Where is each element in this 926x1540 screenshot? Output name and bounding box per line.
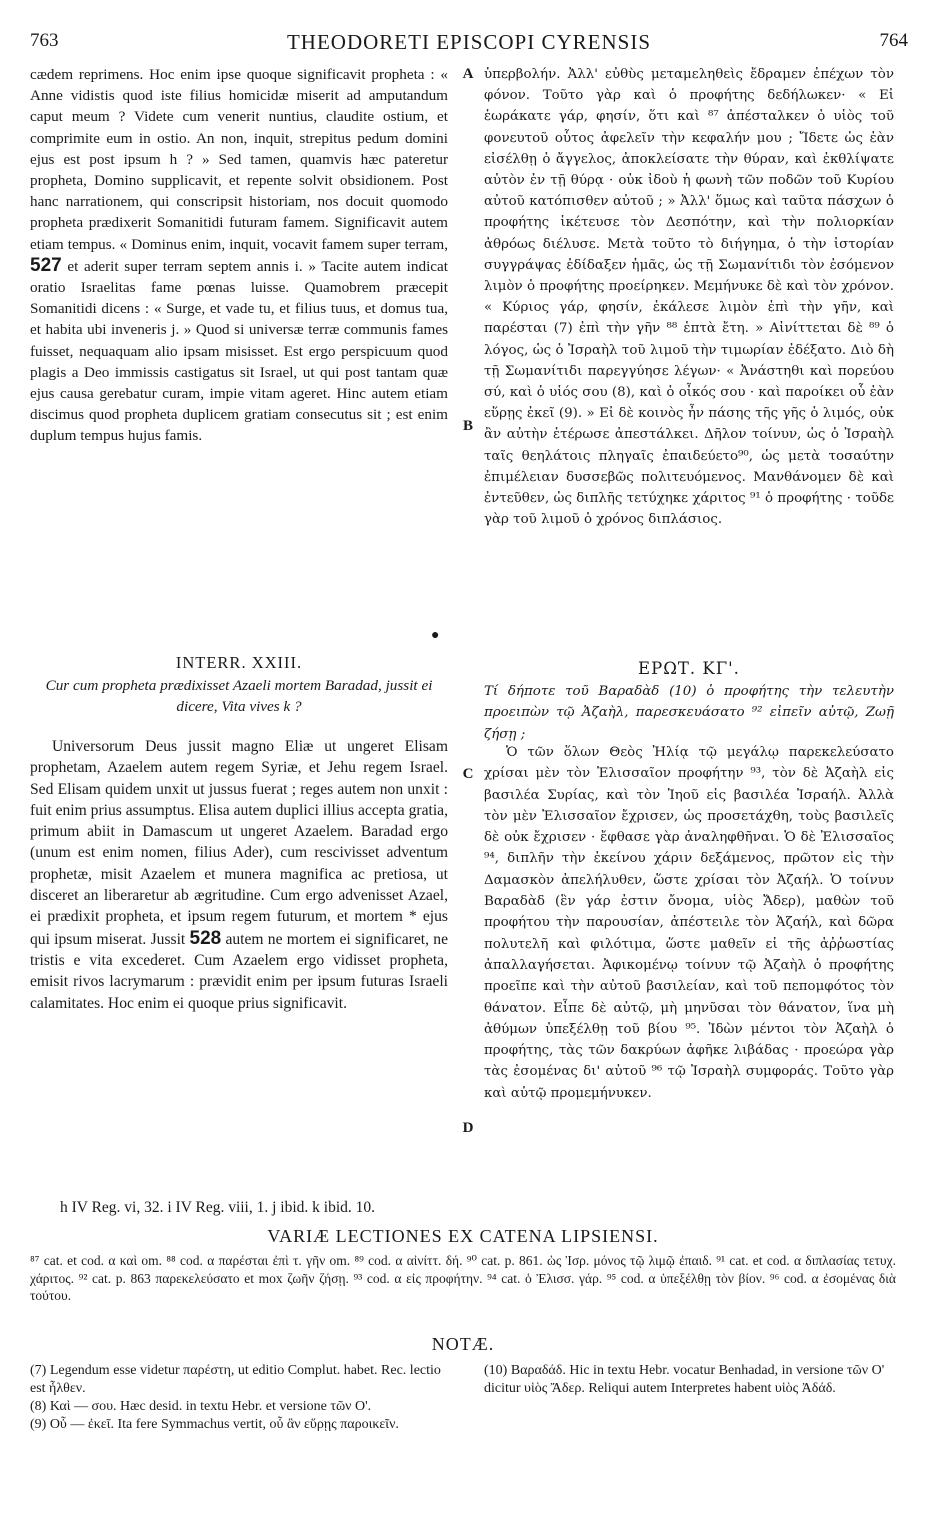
greek-paragraph-2: Ὁ τῶν ὅλων Θεὸς Ἠλίᾳ τῷ μεγάλῳ παρεκελεύσατο χρίσαι μὲν τὸν Ἐλισσαῖον προφήτην ⁹³, τὸν δὲ Ἀζαὴλ εἰς βασιλέα Συρίας, καὶ τὸν Ἰηοῦ εἰς βασιλέα Ἰσραήλ. Ἀλλὰ τὸν μὲν Ἐλισσαῖον ἔχρισεν, ὡς προσετάχθη, τοὺς βασιλεῖς δὲ οὐκ ἔχρισεν · ἔφθασε γὰρ ἀναληφθῆναι. Ὁ δὲ Ἐλισσαῖος ⁹⁴, διπλῆν τὴν ἐκείνου χάριν δεξάμενος, πρῶτον εἰς τὴν Δαμασκὸν ἀπελήλυθεν, ὥστε χρίσαι τὸν Ἀζαήλ. Ὁ τοίνυν Βαραδὰδ (ἓν γάρ ἐστιν ὄνομα, υἱὸς Ἄδερ), μαθὼν τοῦ προφήτου τὴν παρουσίαν, ἀπέστειλε τὸν Ἀζαήλ, καὶ δῶρα πολυτελῆ καὶ φιλότιμα, ὥστε μαθεῖν εἰ τῆς ἀῤῥωστίας ἀπαλλαγήσεται. Ἀφικομένῳ τοίνυν τῷ Ἀζαὴλ ὁ προφήτης προεῖπε καὶ τὴν αὐτοῦ βασιλείαν, καὶ τοῦ πεπομφότος τὸν θάνατον. Εἶπε δὲ αὐτῷ, μὴ μηνῦσαι τὸν θάνατον, ἵνα μὴ ἀθύμων ὑπεξέλθῃ τοῦ βίου ⁹⁵. Ἰδὼν μέντοι τὸν Ἀζαὴλ ὁ προφήτης, τὰς τῶν δακρύων ἀφῆκε λιβάδας · προεώρα γὰρ τὰς ἐσομένας δι' αὐτοῦ ⁹⁶ τῷ Ἰσραὴλ συμφοράς. Τοῦτο γὰρ καὶ αὐτῷ προμεμήνυκεν. [484, 745, 894, 1101]
latin-text-1b: et aderit super terram septem annis i. » Tacite autem indicat oratio Israelitas fame pœnas luisse. Quamobrem præcepit Somanitidi dicens : « Surge, et vade tu, et filius tuus, et domus tua, et habita ubi inveneris j. » Quod si universæ terræ communis fames fuisset, nequaquam alio ipsam misisset. Est ergo perspicuum quod plagis a Deo immissis castigatus sit Israel, ut qui post tantam quæ ejus causa gerebatur curam, impie vitam ageret. Hinc autem etiam discimus quod propheta duplicem gratiam consecutus sit ; est enim duplum tempus hujus famis. [30, 257, 448, 445]
latin-paragraph [30, 64, 448, 447]
note-9: (9) Οὗ — ἐκεῖ. Ita fere Symmachus vertit, οὗ ἂν εὕρῃς παροικεῖν. [30, 1417, 399, 1432]
latin-paragraph-2 [30, 736, 448, 1014]
notes-right-column [484, 1362, 894, 1398]
latin-jussit: Jussit [150, 930, 186, 948]
note-10: (10) Βαραδάδ. Hic in textu Hebr. vocatur Benhadad, in versione τῶν Ο' dicitur υἱὸς Ἄδερ. Reliqui autem Interpretes habent υἱὸς Ἀδάδ. [484, 1363, 885, 1396]
note-8: (8) Καὶ — σου. Hæc desid. in textu Hebr. et versione τῶν Ο'. [30, 1399, 372, 1414]
latin-text-1: cædem reprimens. Hoc enim ipse quoque significavit propheta : « Anne vidistis quod iste filius homicidæ miserit ad amputandum caput meum ? Videte cum venerit nuntius, claudite ostium, et comprimite eum in ostio. An non, inquit, strepitus pedum domini ejus est post ipsum h ? » Sed tamen, quamvis hæc pateretur propheta, Domino supplicavit, et repente solvit obsidionem. Post hanc narrationem, qui conscripsit historiam, nos docuit quomodo propheta prædixerit Somanitidi futuram famem. Significavit autem etiam tempus. « Dominus enim, inquit, vocavit famem super terram, [30, 66, 448, 253]
margin-letter-b: B [462, 418, 473, 434]
column-number-528: 528 [189, 927, 222, 949]
latin-text-2b: autem ne mortem ei significaret, ne tristis e vita excederet. Cum Azaelem ergo vidisset propheta, emisit rivos lacrymarum : prævidit enim per ipsum futuras Israeli calamitates. Hoc enim ei quoque prius significavit. [30, 930, 448, 1012]
margin-letter-a: A [462, 66, 474, 82]
latin-column [30, 64, 448, 447]
varia-lectiones: ⁸⁷ cat. et cod. α καὶ om. ⁸⁸ cod. α παρέσται ἐπὶ τ. γῆν om. ⁸⁹ cod. α αἰνίττ. δή. ⁹⁰ cat. p. 861. ὡς Ἰσρ. μόνος τῷ λιμῷ ἐπαιδ. ⁹¹ cat. et cod. α διπλασίας τετυχ. χάριτος. ⁹² cat. p. 863 παρεκελεύσατο et mox ζωῆν ζήσῃ. ⁹³ cod. α εἰς προφήτην. ⁹⁴ cat. ὁ Ἐλισσ. γάρ. ⁹⁵ cod. α ὑπεξέλθῃ τὸν βίον. ⁹⁶ cod. α ἐσομένας διὰ τούτου. [30, 1253, 896, 1303]
notes-left-column [30, 1362, 448, 1434]
latin-question-block [30, 652, 448, 718]
margin-letter-c: C [462, 766, 474, 782]
varia-title: VARIÆ LECTIONES EX CATENA LIPSIENSI. [267, 1226, 659, 1246]
ornament-dot: ● [431, 628, 440, 643]
greek-paragraph: ὑπερβολήν. Ἀλλ' εὐθὺς μεταμεληθεὶς ἔδραμεν ἐπέχων τὸν φόνον. Τοῦτο γὰρ καὶ ὁ προφήτης δεδήλωκεν· « Εἰ ἑωράκατε γάρ, φησίν, ὅτι καὶ ⁸⁷ ἀπέσταλκεν ὁ υἱὸς τοῦ φονευτοῦ οὗτος ἀφελεῖν τὴν κεφαλήν μου ; Ἴδετε ὡς ἐὰν εἰσέλθῃ ὁ ἄγγελος, ἀποκλείσατε τὴν θύραν, καὶ ἐκθλίψατε αὐτὸν ἐν τῇ θύρᾳ · οὐκ ἰδοὺ ἡ φωνὴ τῶν ποδῶν τοῦ Κυρίου αὐτοῦ κατόπισθεν αὐτοῦ ; » Ἀλλ' ὅμως καὶ ταῦτα πάσχων ὁ προφήτης ἱκέτευσε τὸν Δεσπότην, καὶ τὴν πολιορκίαν ἀθρόως διέλυσε. Μετὰ τοῦτο τὸ διήγημα, ὁ τὴν ἱστορίαν συγγράψας ἐδίδαξεν ἡμᾶς, ὡς τῇ Σωμανίτιδι τὸν ἐσόμενον λιμὸν ὁ προφήτης προείρηκεν. Μεμήνυκε δὲ καὶ τὸν χρόνον. « Κύριος γάρ, φησίν, ἐκάλεσε λιμὸν ἐπὶ τὴν γῆν, καὶ παρέσται (7) ἐπὶ τὴν γῆν ⁸⁸ ἑπτὰ ἔτη. » Αἰνίττεται δὲ ⁸⁹ ὁ λόγος, ὡς ὁ Ἰσραὴλ τοῦ λιμοῦ τὴν τιμωρίαν ἐδέξατο. Διὸ δὴ τῇ Σωμανίτιδι παρεγγύησε λέγων· « Ἀνάστηθι καὶ πορεύου σύ, καὶ ὁ υἱός σου (8), καὶ ὁ οἶκός σου · καὶ παροίκει οὗ ἐὰν εὕρῃς ἐκεῖ (9). » Εἰ δὲ κοινὸς ἦν πάσης τῆς γῆς ὁ λιμός, οὐκ ἂν αὐτὴν ἑτέρωσε ἀπεστάλκει. Δῆλον τοίνυν, ὡς ὁ Ἰσραὴλ ταῖς θεηλάτοις πληγαῖς ἐπαιδεύετο⁹⁰, ὡς μετὰ τοσαύτην ἐπιμέλειαν δυσσεβῶς πολιτευόμενος. Μανθάνομεν δὲ καὶ ἐντεῦθεν, ὡς διπλῆς τετύχηκε χάριτος ⁹¹ ὁ προφήτης · τοῦδε γὰρ τοῦ λιμοῦ ὁ χρόνος διπλάσιος. [484, 67, 894, 528]
greek-question-block [484, 658, 894, 745]
running-title: THEODORETI EPISCOPI CYRENSIS [286, 30, 652, 54]
page-header [30, 30, 908, 56]
margin-letter-d: D [462, 1120, 474, 1136]
note-7: (7) Legendum esse videtur παρέστη, ut editio Complut. habet. Rec. lectio est ἦλθεν. [30, 1363, 441, 1396]
latin-column-2 [30, 736, 448, 1014]
latin-question-heading: INTERR. XXIII. [175, 653, 303, 672]
greek-column-2 [484, 742, 894, 1104]
column-number-527: 527 [30, 254, 62, 276]
right-page-number: 764 [879, 30, 908, 51]
left-page-number: 763 [30, 30, 59, 51]
latin-question-title: Cur cum propheta prædixisset Azaeli mortem Baradad, jussit ei dicere, Vita vives k ? [45, 677, 433, 716]
greek-column [484, 64, 894, 530]
greek-question-title: Τί δήποτε τοῦ Βαραδὰδ (10) ὁ προφήτης τὴν τελευτὴν προειπὼν τῷ Ἀζαὴλ, παρεσκευάσατο ⁹² εἰπεῖν αὐτῷ, Ζωῇ ζήσῃ ; [484, 684, 894, 742]
latin-text-2: Universorum Deus jussit magno Eliæ ut ungeret Elisam prophetam, Azaelem autem regem Syriæ, et Jehu regem Israel. Sed Elisam quidem unxit ut jussus fuerat ; reges autem non unxit : fuit enim prius assumptus. Elisa autem duplici illius accepta gratia, primum abiit in Damascum ut ungeret Azaelem. Baradad ergo (unum est enim nomen, filius Ader), cum rescivisset adventum prophetæ, misit Azaelem et munera magnifica ac pretiosa, ut disceret an liberaretur ab ægritudine. Cum ergo advenisset Azael, ei prædixit propheta, et ipsum regem futurum, et mortem * ejus qui ipsum miserat. [30, 738, 448, 948]
scripture-references: h IV Reg. vi, 32. i IV Reg. viii, 1. j ibid. k ibid. 10. [60, 1199, 376, 1216]
greek-question-heading: ΕΡΩΤ. ΚΓ'. [638, 659, 740, 678]
notae-title: NOTÆ. [431, 1334, 495, 1354]
